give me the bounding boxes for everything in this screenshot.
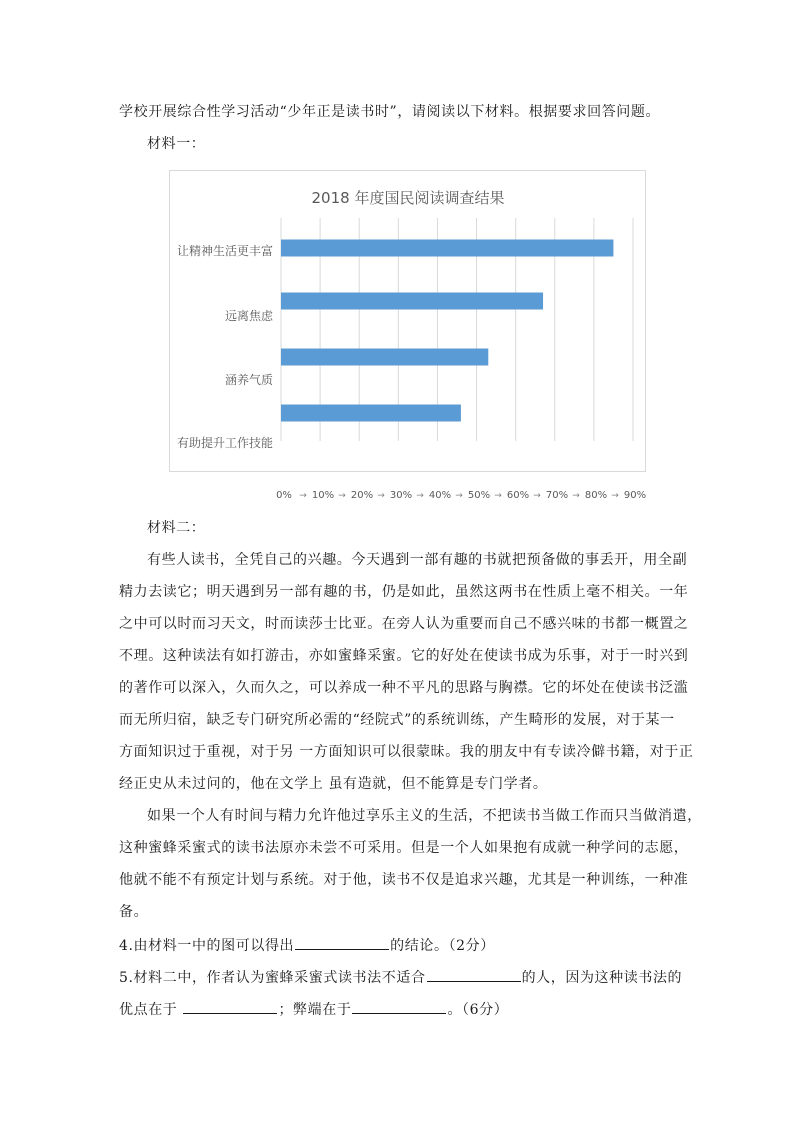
paragraph-line: 他就不能不有预定计划与系统。对于他，读书不仅是追求兴趣，尤其是一种训练，一种准 [119, 872, 689, 888]
paragraph-line: 之中可以时而习天文，时而读莎士比亚。在旁人认为重要而自己不感兴味的书都一概置之 [119, 616, 689, 632]
tick-separator-arrow: → [572, 491, 580, 501]
category-label: 有助提升工作技能 [176, 436, 273, 450]
paragraph-line: 精力去读它；明天遇到另一部有趣的书，仍是如此，虽然这两书在性质上毫不相关。一年 [119, 584, 689, 600]
question-4-prefix: 4.由材料一中的图可以得出 [119, 938, 295, 954]
paragraph-line: 方面知识过于重视，对于另 一方面知识可以很蒙昧。我的朋友中有专读冷僻书籍，对于正 [119, 744, 694, 760]
x-tick-label: 60% [506, 490, 530, 501]
paragraph-line: 而无所归宿，缺乏专门研究所必需的“经院式”的系统训练，产生畸形的发展，对于某一 [119, 712, 675, 728]
tick-separator-arrow: → [611, 491, 619, 501]
x-tick-label: 20% [350, 490, 374, 501]
tick-separator-arrow: → [494, 491, 502, 501]
bar-0 [281, 240, 613, 257]
tick-separator-arrow: → [416, 491, 424, 501]
paragraph-line: 如果一个人有时间与精力允许他过享乐主义的生活，不把读书当做工作而只当做消遣， [147, 808, 702, 824]
answer-blank-q5-unsuitable[interactable] [427, 966, 521, 982]
x-tick-label: 90% [623, 490, 647, 501]
paragraph-line: 不理。这种读法有如打游击，亦如蜜蜂采蜜。它的好处在使读书成为乐事，对于一时兴到 [119, 648, 689, 664]
question-5-prefix: 5.材料二中，作者认为蜜蜂采蜜式读书法不适合 [119, 970, 426, 986]
category-label: 远离焦虑 [224, 309, 273, 323]
tick-separator-arrow: → [377, 491, 385, 501]
question-5-line2-prefix: 优点在于 [119, 1002, 183, 1018]
x-tick-label: 40% [428, 490, 452, 501]
answer-blank-q5-advantage[interactable] [183, 998, 277, 1014]
answer-blank-q5-disadvantage[interactable] [352, 998, 446, 1014]
x-tick-label: 50% [467, 490, 491, 501]
question-5-line1-suffix: 的人，因为这种读书法的 [521, 970, 683, 986]
tick-separator-arrow: → [338, 491, 346, 501]
x-tick-label: 70% [545, 490, 569, 501]
question-5-line-2 [119, 998, 508, 1020]
category-label: 让精神生活更丰富 [176, 244, 273, 258]
x-axis-ticks [265, 483, 685, 505]
paragraph-line: 的著作可以深入，久而久之，可以养成一种不平凡的思路与胸襟。它的坏处在使读书泛滥 [119, 680, 689, 696]
chart-title: 2018 年度国民阅读调查结果 [311, 189, 505, 207]
x-tick-label: 80% [584, 490, 608, 501]
x-tick-label: 30% [389, 490, 413, 501]
paragraph-line: 备。 [119, 904, 149, 920]
paragraph-line: 有些人读书，全凭自己的兴趣。今天遇到一部有趣的书就把预备做的事丢开，用全副 [147, 552, 688, 568]
tick-separator-arrow: → [533, 491, 541, 501]
question-5-line2-suffix: 。（6分） [447, 1002, 509, 1018]
category-label: 涵养气质 [224, 373, 273, 387]
question-5-line2-mid: ；弊端在于 [278, 1002, 352, 1018]
reading-survey-chart [169, 170, 646, 472]
chart-canvas [170, 171, 647, 473]
x-tick-label: 10% [311, 490, 335, 501]
tick-separator-arrow: → [299, 491, 307, 501]
tick-separator-arrow: → [455, 491, 463, 501]
x-tick-label: 0% [276, 490, 292, 501]
question-4-suffix: 的结论。（2分） [390, 938, 495, 954]
paragraph-line: 经正史从未过问的，他在文学上 虽有造就，但不能算是专门学者。 [119, 776, 548, 792]
question-5-line-1 [119, 966, 682, 988]
answer-blank-q4[interactable] [295, 934, 389, 950]
paragraph-line: 这种蜜蜂采蜜式的读书法原亦未尝不可采用。但是一个人如果抱有成就一种学问的志愿， [119, 840, 689, 856]
question-4 [119, 934, 495, 956]
intro-text: 学校开展综合性学习活动“少年正是读书时”，请阅读以下材料。根据要求回答问题。 [119, 104, 661, 120]
material2-label: 材料二： [147, 520, 206, 536]
material1-label: 材料一： [147, 136, 206, 152]
bar-2 [281, 349, 488, 366]
bar-3 [281, 405, 461, 422]
bar-1 [281, 293, 543, 310]
